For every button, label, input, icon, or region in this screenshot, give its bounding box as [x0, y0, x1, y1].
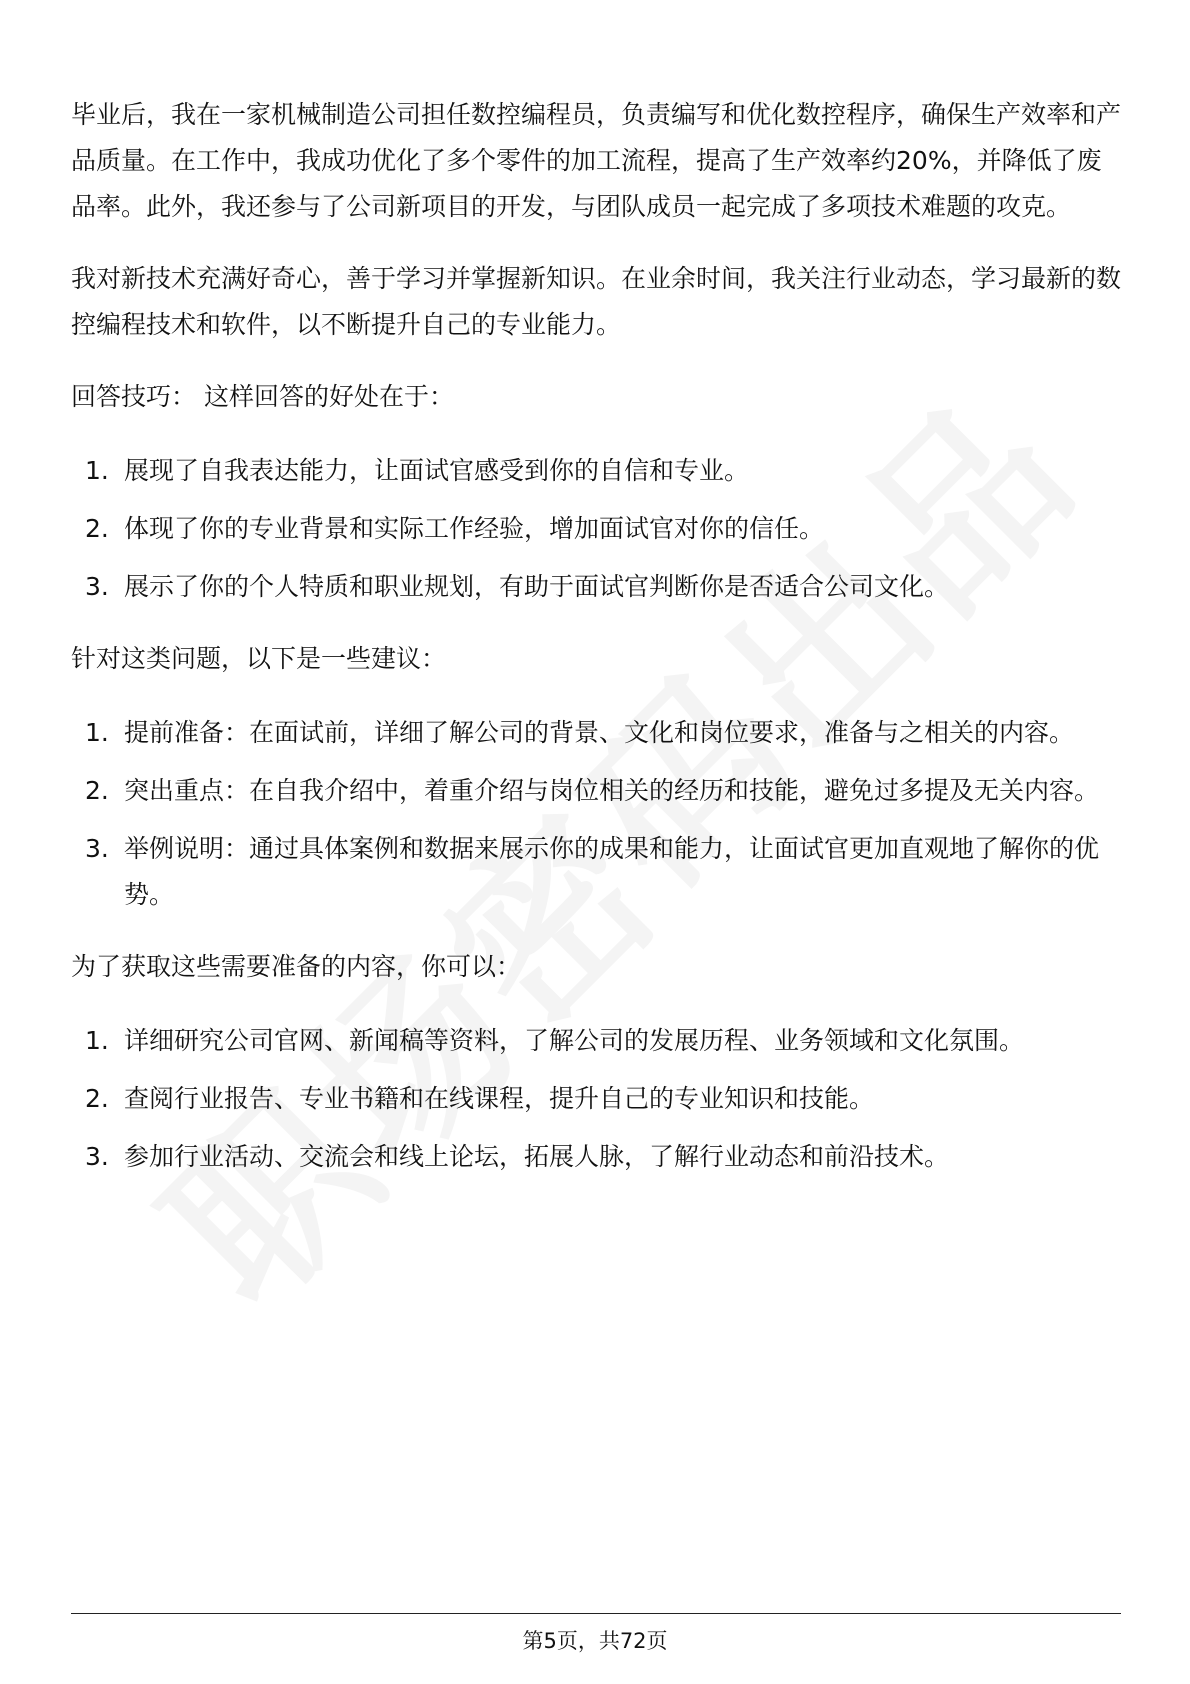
list-item-text: 详细研究公司官网、新闻稿等资料，了解公司的发展历程、业务领域和文化氛围。: [124, 1026, 1025, 1055]
paragraph-work-experience: 毕业后，我在一家机械制造公司担任数控编程员，负责编写和优化数控程序，确保生产效率和产品质量。在工作中，我成功优化了多个零件的加工流程，提高了生产效率约20%，并降低了废品率。此外，我还参与了公司新项目的开发，与团队成员一起完成了多项技术难题的攻克。: [71, 100, 1122, 221]
page-number: 第5页，共72页: [522, 1629, 668, 1653]
tips-list: [71, 448, 1121, 610]
list-item-text: 查阅行业报告、专业书籍和在线课程，提升自己的专业知识和技能。: [124, 1084, 875, 1113]
prep-list: [71, 1018, 1121, 1180]
footer-divider: [71, 1613, 1121, 1614]
list-item-text: 突出重点：在自我介绍中，着重介绍与岗位相关的经历和技能，避免过多提及无关内容。: [124, 776, 1100, 805]
list-item: [71, 448, 1121, 494]
list-item-text: 展现了自我表达能力，让面试官感受到你的自信和专业。: [124, 456, 750, 485]
list-item-text: 提前准备：在面试前，详细了解公司的背景、文化和岗位要求，准备与之相关的内容。: [124, 718, 1075, 747]
advice-heading: 针对这类问题，以下是一些建议：: [71, 644, 447, 673]
list-number: 1.: [85, 1026, 109, 1055]
list-number: 3.: [85, 572, 109, 601]
list-item: [71, 768, 1121, 814]
list-item: [71, 1076, 1121, 1122]
list-item: [71, 1018, 1121, 1064]
list-item-text: 举例说明：通过具体案例和数据来展示你的成果和能力，让面试官更加直观地了解你的优势。: [124, 834, 1100, 909]
list-number: 1.: [85, 718, 109, 747]
page-content: [71, 92, 1121, 1206]
prep-heading: 为了获取这些需要准备的内容，你可以：: [71, 952, 522, 981]
list-number: 1.: [85, 456, 109, 485]
tips-heading: 回答技巧： 这样回答的好处在于：: [71, 382, 454, 411]
list-item: [71, 506, 1121, 552]
advice-list: [71, 710, 1121, 918]
list-item-text: 展示了你的个人特质和职业规划，有助于面试官判断你是否适合公司文化。: [124, 572, 950, 601]
list-number: 3.: [85, 834, 109, 863]
list-number: 3.: [85, 1142, 109, 1171]
list-number: 2.: [85, 514, 109, 543]
list-item-text: 体现了你的专业背景和实际工作经验，增加面试官对你的信任。: [124, 514, 825, 543]
list-item: [71, 826, 1121, 918]
list-number: 2.: [85, 776, 109, 805]
list-item: [71, 710, 1121, 756]
paragraph-learning: 我对新技术充满好奇心，善于学习并掌握新知识。在业余时间，我关注行业动态，学习最新的数控编程技术和软件，以不断提升自己的专业能力。: [71, 264, 1122, 339]
list-item-text: 参加行业活动、交流会和线上论坛，拓展人脉，了解行业动态和前沿技术。: [124, 1142, 950, 1171]
list-number: 2.: [85, 1084, 109, 1113]
list-item: [71, 1134, 1121, 1180]
list-item: [71, 564, 1121, 610]
